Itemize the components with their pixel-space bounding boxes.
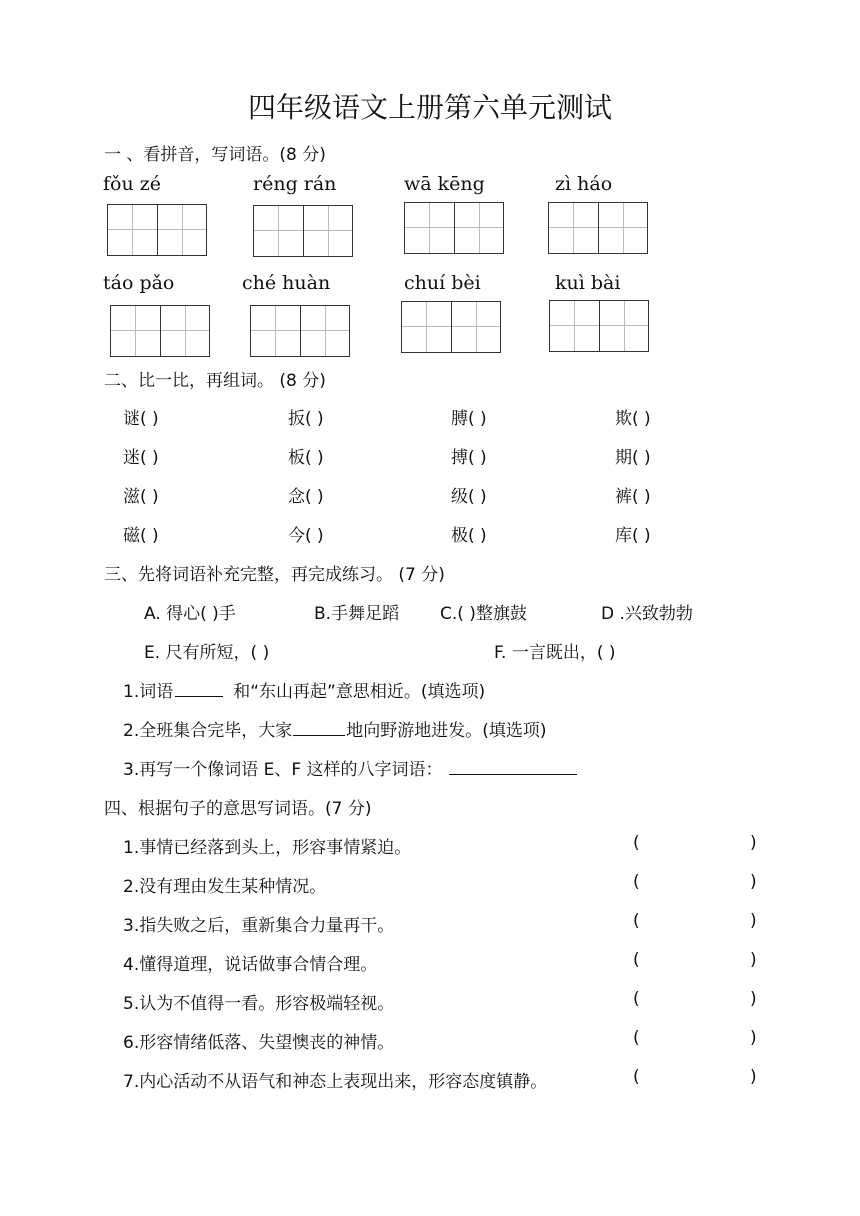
writing-grid[interactable] bbox=[110, 305, 210, 357]
compare-item: 欺( ) bbox=[615, 409, 651, 429]
question-2-suffix: 地向野游地进发。(填选项) bbox=[346, 721, 547, 741]
section1-heading: 一 、看拼音，写词语。(8 分) bbox=[104, 145, 326, 165]
question-2-prefix: 2.全班集合完毕，大家 bbox=[123, 721, 293, 741]
pinyin-taopao: táo pǎo bbox=[103, 272, 175, 294]
pinyin-rengran: réng rán bbox=[253, 173, 337, 195]
answer-paren-close: ) bbox=[750, 833, 757, 853]
writing-grid[interactable] bbox=[107, 204, 207, 256]
answer-paren-close: ) bbox=[750, 872, 757, 892]
compare-item: 滋( ) bbox=[123, 487, 159, 507]
pinyin-chuibei: chuí bèi bbox=[404, 272, 481, 294]
answer-paren-open: ( bbox=[633, 1028, 640, 1048]
pinyin-zihao: zì háo bbox=[555, 173, 613, 195]
pinyin-wakeng: wā kēng bbox=[404, 173, 485, 195]
idiom-b: B.手舞足蹈 bbox=[314, 604, 400, 624]
pinyin-fouze: fǒu zé bbox=[103, 173, 162, 195]
writing-grid[interactable] bbox=[401, 301, 501, 353]
answer-paren-open: ( bbox=[633, 833, 640, 853]
section4-heading: 四、根据句子的意思写词语。(7 分) bbox=[104, 799, 372, 819]
section3-heading: 三、先将词语补充完整，再完成练习。 (7 分) bbox=[104, 565, 445, 585]
question-3-text: 3.再写一个像词语 E、F 这样的八字词语： bbox=[123, 760, 443, 780]
compare-item: 极( ) bbox=[451, 526, 487, 546]
definition-item: 7.内心活动不从语气和神态上表现出来，形容态度镇静。 bbox=[123, 1072, 548, 1092]
definition-item: 5.认为不值得一看。形容极端轻视。 bbox=[123, 994, 395, 1014]
answer-paren-close: ) bbox=[750, 911, 757, 931]
answer-paren-open: ( bbox=[633, 950, 640, 970]
question-2 bbox=[123, 716, 547, 741]
definition-item: 1.事情已经落到头上，形容事情紧迫。 bbox=[123, 838, 412, 858]
writing-grid[interactable] bbox=[250, 305, 350, 357]
answer-paren-open: ( bbox=[633, 1067, 640, 1087]
compare-item: 库( ) bbox=[615, 526, 651, 546]
compare-item: 磁( ) bbox=[123, 526, 159, 546]
writing-grid[interactable] bbox=[404, 202, 504, 254]
compare-item: 今( ) bbox=[288, 526, 324, 546]
idiom-a: A. 得心( )手 bbox=[144, 604, 236, 624]
answer-paren-open: ( bbox=[633, 911, 640, 931]
compare-item: 迷( ) bbox=[123, 448, 159, 468]
question-1-prefix: 1.词语 bbox=[123, 682, 174, 702]
compare-item: 期( ) bbox=[615, 448, 651, 468]
answer-paren-close: ) bbox=[750, 950, 757, 970]
answer-paren-open: ( bbox=[633, 989, 640, 1009]
idiom-e: E. 尺有所短，( ) bbox=[144, 643, 270, 663]
writing-grid[interactable] bbox=[253, 205, 353, 257]
answer-paren-close: ) bbox=[750, 989, 757, 1009]
compare-item: 扳( ) bbox=[288, 409, 324, 429]
answer-blank[interactable] bbox=[175, 680, 223, 697]
compare-item: 膊( ) bbox=[451, 409, 487, 429]
answer-blank[interactable] bbox=[449, 758, 577, 775]
section2-heading: 二、比一比，再组词。 (8 分) bbox=[104, 371, 326, 391]
compare-item: 级( ) bbox=[451, 487, 487, 507]
page-title: 四年级语文上册第六单元测试 bbox=[247, 91, 612, 124]
answer-paren-open: ( bbox=[633, 872, 640, 892]
idiom-c: C.( )整旗鼓 bbox=[440, 604, 527, 624]
question-3 bbox=[123, 755, 577, 780]
definition-item: 2.没有理由发生某种情况。 bbox=[123, 877, 327, 897]
pinyin-chehuan: ché huàn bbox=[242, 272, 331, 294]
compare-item: 念( ) bbox=[288, 487, 324, 507]
question-1-suffix: 和“东山再起”意思相近。(填选项) bbox=[233, 682, 486, 702]
compare-item: 搏( ) bbox=[451, 448, 487, 468]
definition-item: 4.懂得道理，说话做事合情合理。 bbox=[123, 955, 378, 975]
pinyin-kuibai: kuì bài bbox=[555, 272, 621, 294]
definition-item: 3.指失败之后，重新集合力量再干。 bbox=[123, 916, 395, 936]
writing-grid[interactable] bbox=[549, 300, 649, 352]
question-1 bbox=[123, 677, 485, 702]
compare-item: 谜( ) bbox=[123, 409, 159, 429]
definition-item: 6.形容情绪低落、失望懊丧的神情。 bbox=[123, 1033, 395, 1053]
answer-paren-close: ) bbox=[750, 1067, 757, 1087]
answer-paren-close: ) bbox=[750, 1028, 757, 1048]
compare-item: 裤( ) bbox=[615, 487, 651, 507]
idiom-d: D .兴致勃勃 bbox=[601, 604, 693, 624]
idiom-f: F. 一言既出，( ) bbox=[494, 643, 616, 663]
compare-item: 板( ) bbox=[288, 448, 324, 468]
writing-grid[interactable] bbox=[548, 202, 648, 254]
answer-blank[interactable] bbox=[293, 719, 345, 736]
